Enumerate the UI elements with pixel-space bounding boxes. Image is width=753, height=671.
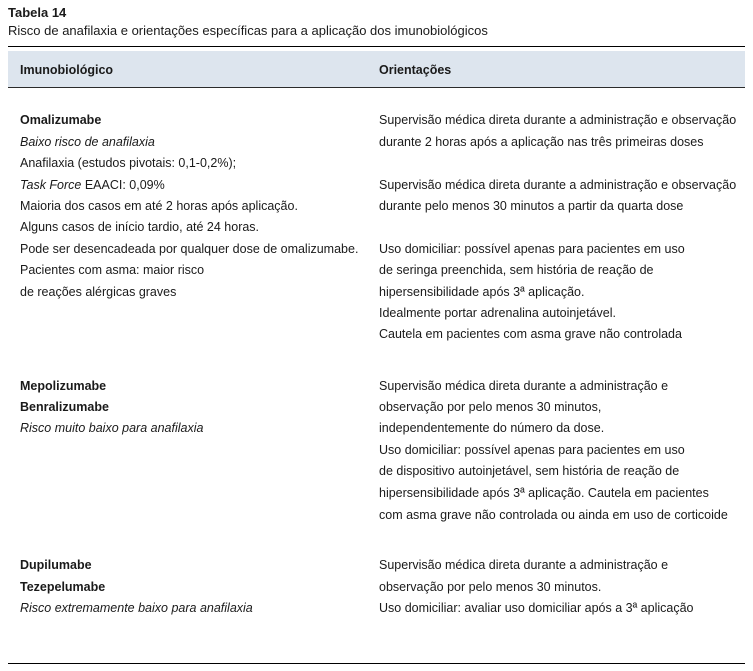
top-rule	[8, 46, 745, 47]
guideline-line: Supervisão médica direta durante a administração e	[379, 558, 669, 572]
guideline-line: Uso domiciliar: possível apenas para pacientes em uso	[379, 443, 685, 457]
risk-level: Risco extremamente baixo para anafilaxia	[20, 601, 253, 615]
guideline-line: observação por pelo menos 30 minutos,	[379, 400, 602, 414]
risk-detail: Alguns casos de início tardio, até 24 horas.	[20, 220, 260, 234]
risk-level: Baixo risco de anafilaxia	[20, 135, 155, 149]
guideline-line: Supervisão médica direta durante a administração e	[379, 379, 669, 393]
risk-detail: Maioria dos casos em até 2 horas após aplicação.	[20, 199, 298, 213]
guideline-line: Idealmente portar adrenalina autoinjetável.	[379, 306, 616, 320]
drug-name: Mepolizumabe	[20, 379, 107, 393]
guideline-line: com asma grave não controlada ou ainda em uso de corticoide	[379, 508, 728, 522]
guideline-line: observação por pelo menos 30 minutos.	[379, 580, 602, 594]
guideline-line: Supervisão médica direta durante a administração e observação	[379, 113, 737, 127]
table-title: Tabela 14	[8, 5, 67, 20]
risk-detail: Anafilaxia (estudos pivotais: 0,1-0,2%);	[20, 156, 237, 170]
guideline-line: hipersensibilidade após 3ª aplicação.	[379, 285, 585, 299]
bottom-rule	[8, 663, 745, 664]
guideline-line: Supervisão médica direta durante a administração e observação	[379, 178, 737, 192]
task-force-label: Task Force	[20, 178, 82, 192]
guideline-line: de dispositivo autoinjetável, sem história de reação de	[379, 464, 680, 478]
guideline-line: durante pelo menos 30 minutos a partir da quarta dose	[379, 199, 684, 213]
drug-name: Omalizumabe	[20, 113, 102, 127]
drug-name: Dupilumabe	[20, 558, 92, 572]
guideline-line: de seringa preenchida, sem história de reação de	[379, 263, 654, 277]
column-header-immunobiological: Imunobiológico	[20, 63, 114, 77]
risk-detail: de reações alérgicas graves	[20, 285, 177, 299]
table-header	[8, 51, 745, 88]
risk-detail: Pode ser desencadeada por qualquer dose de omalizumabe.	[20, 242, 359, 256]
column-header-guidelines: Orientações	[379, 63, 452, 77]
drug-name: Benralizumabe	[20, 400, 109, 414]
risk-detail: Pacientes com asma: maior risco	[20, 263, 205, 277]
guideline-line: hipersensibilidade após 3ª aplicação. Cautela em pacientes	[379, 486, 709, 500]
guideline-line: independentemente do número da dose.	[379, 421, 605, 435]
guideline-line: Uso domiciliar: avaliar uso domiciliar após a 3ª aplicação	[379, 601, 694, 615]
guideline-line: Cautela em pacientes com asma grave não controlada	[379, 327, 682, 341]
risk-detail	[20, 178, 165, 193]
guideline-line: durante 2 horas após a aplicação nas três primeiras doses	[379, 135, 704, 149]
task-force-value: EAACI: 0,09%	[81, 178, 165, 192]
risk-level: Risco muito baixo para anafilaxia	[20, 421, 204, 435]
drug-name: Tezepelumabe	[20, 580, 106, 594]
guideline-line: Uso domiciliar: possível apenas para pacientes em uso	[379, 242, 685, 256]
table-subtitle: Risco de anafilaxia e orientações específicas para a aplicação dos imunobiológicos	[8, 23, 488, 38]
